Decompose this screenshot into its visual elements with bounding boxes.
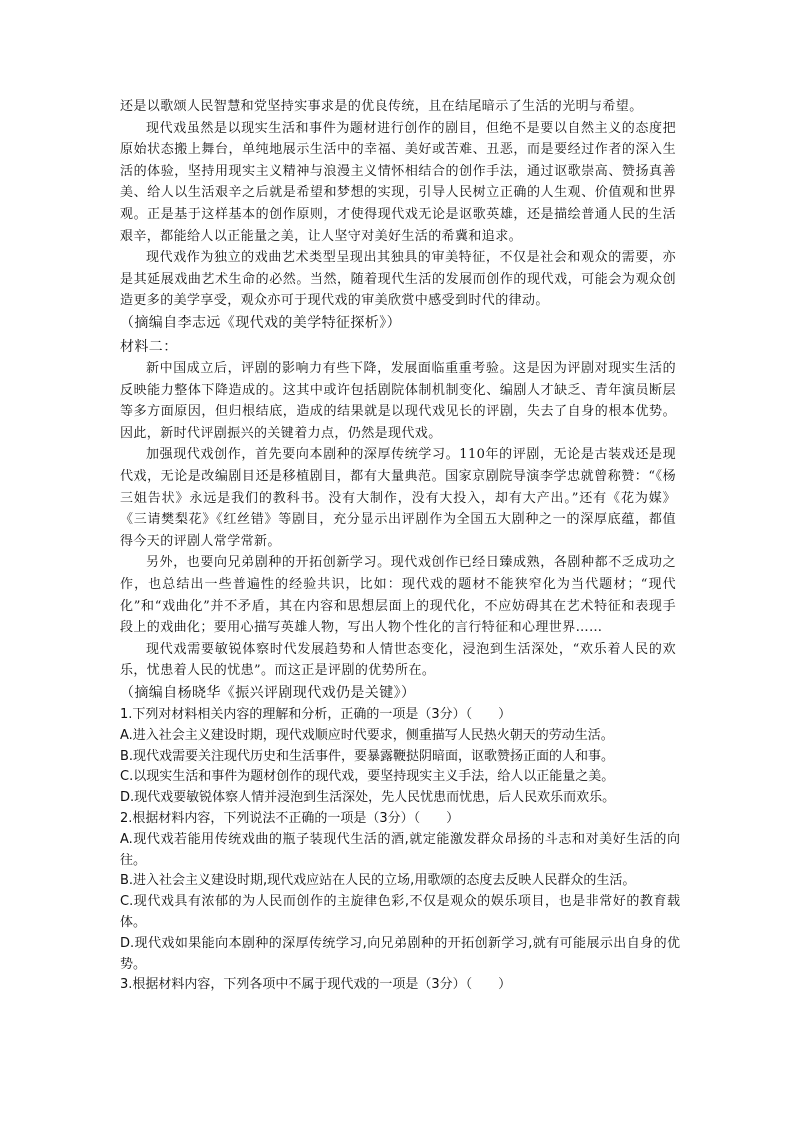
material-one-paragraph-0: 还是以歌颂人民智慧和党坚持实事求是的优良传统，且在结尾暗示了生活的光明与希望。 xyxy=(120,99,643,114)
question-1-option-c: C.以现实生活和事件为题材创作的现代戏，要坚持现实主义手法，给人以正能量之美。 xyxy=(120,769,615,785)
material-two-paragraph-1: 新中国成立后，评剧的影响力有些下降，发展面临重重考验。这是因为评剧对现实生活的反映能力整体下降造成的。这其中或许包括剧院体制机制变化、编剧人才缺乏、青年演员断层等多方面原因，但归根结底，造成的结果就是以现代戏见长的评剧，失去了自身的根本优势。因此，新时代评剧振兴的关键着力点，仍然是现代戏。 xyxy=(120,361,676,441)
material-two-section xyxy=(120,336,676,704)
question-1-option-d: D.现代戏要敏锐体察人情并浸泡到生活深处，先人民忧患而忧患，后人民欢乐而欢乐。 xyxy=(120,790,616,806)
question-2-option-d: D.现代戏如果能向本剧种的深厚传统学习,向兄弟剧种的开拓创新学习,就有可能展示出自身的优势。 xyxy=(120,935,680,972)
material-one-source: （摘编自李志远《现代戏的美学特征探析》） xyxy=(120,314,401,331)
material-two-paragraph-3: 另外，也要向兄弟剧种的开拓创新学习。现代戏创作已经日臻成熟，各剧种都不乏成功之作，也总结出一些普遍性的经验共识，比如：现代戏的题材不能狭窄化为当代题材；“现代化”和“戏曲化”并不矛盾，其在内容和思想层面上的现代化，不应妨碍其在艺术特征和表现手段上的戏曲化；要用心描写英雄人物，写出人物个性化的言行特征和心理世界…… xyxy=(120,555,676,636)
question-1-option-a: A.进入社会主义建设时期，现代戏顺应时代要求，侧重描写人民热火朝天的劳动生活。 xyxy=(120,727,614,743)
material-two-paragraph-4: 现代戏需要敏锐体察时代发展趋势和人情世态变化，浸泡到生活深处，“欢乐着人民的欢乐，忧患着人民的忧患”。而这正是评剧的优势所在。 xyxy=(120,641,676,679)
questions-section xyxy=(120,705,680,996)
material-one-section xyxy=(120,96,676,334)
material-two-label: 材料二： xyxy=(120,339,178,355)
question-2-option-a: A.现代戏若能用传统戏曲的瓶子装现代生活的酒,就定能激发群众昂扬的斗志和对美好生活的向往。 xyxy=(120,831,680,868)
material-two-paragraph-2: 加强现代戏创作，首先要向本剧种的深厚传统学习。110年的评剧，无论是古装戏还是现代戏，无论是改编剧目还是移植剧目，都有大量典范。国家京剧院导演李学忠就曾称赞：“《杨三姐告状》永远是我们的教科书。没有大制作，没有大投入，却有大产出。”还有《花为媒》《三请樊梨花》《红丝错》等剧目，充分显示出评剧作为全国五大剧种之一的深厚底蕴，都值得今天的评剧人常学常新。 xyxy=(120,447,676,549)
material-two-source: （摘编自杨晓华《振兴评剧现代戏仍是关键》） xyxy=(120,684,416,701)
question-1-option-b: B.现代戏需要关注现代历史和生活事件，要暴露鞭挞阴暗面，讴歌赞扬正面的人和事。 xyxy=(120,748,615,764)
question-3-stem: 3.根据材料内容，下列各项中不属于现代戏的一项是（3分）（ ） xyxy=(120,977,512,993)
question-2-option-b: B.进入社会主义建设时期,现代戏应站在人民的立场,用歌颂的态度去反映人民群众的生活。 xyxy=(120,873,636,889)
question-1-stem: 1.下列对材料相关内容的理解和分析，正确的一项是（3分）（ ） xyxy=(120,707,512,722)
question-2-stem: 2.根据材料内容，下列说法不正确的一项是（3分）（ ） xyxy=(120,810,460,826)
material-one-paragraph-2: 现代戏作为独立的戏曲艺术类型呈现出其独具的审美特征，不仅是社会和观众的需要，亦是其延展戏曲艺术生命的必然。当然，随着现代生活的发展而创作的现代戏，可能会为观众创造更多的美学享受，观众亦可于现代戏的审美欣赏中感受到时代的律动。 xyxy=(120,250,676,309)
question-2-option-c: C.现代戏具有浓郁的为人民而创作的主旋律色彩,不仅是观众的娱乐项目，也是非常好的教育载体。 xyxy=(120,894,680,930)
material-one-paragraph-1: 现代戏虽然是以现实生活和事件为题材进行创作的剧目，但绝不是要以自然主义的态度把原始状态搬上舞台，单纯地展示生活中的幸福、美好或苦难、丑恶，而是要经过作者的深入生活的体验，坚持用现实主义精神与浪漫主义情怀相结合的创作手法，通过讴歌崇高、赞扬真善美、给人以生活艰辛之后就是希望和梦想的实现，引导人民树立正确的人生观、价值观和世界观。正是基于这样基本的创作原则，才使得现代戏无论是讴歌英雄，还是描绘普通人民的生活艰辛，都能给人以正能量之美，让人坚守对美好生活的希冀和追求。 xyxy=(120,120,676,244)
